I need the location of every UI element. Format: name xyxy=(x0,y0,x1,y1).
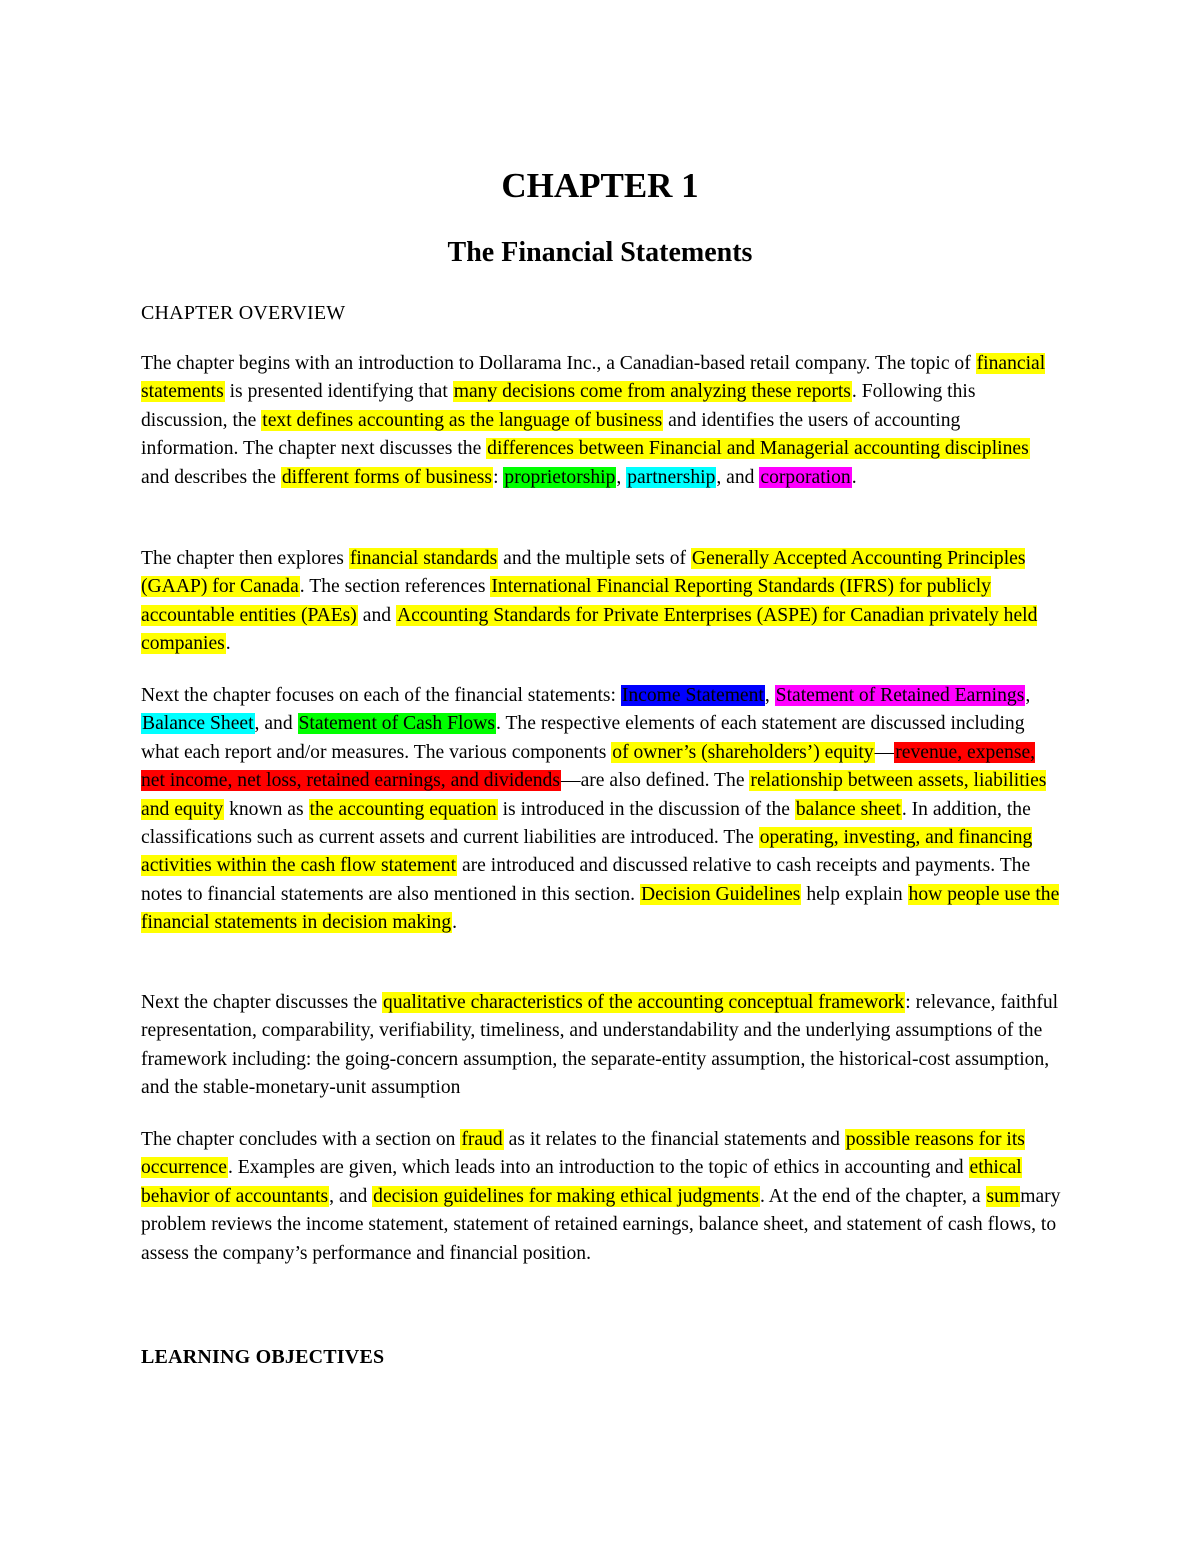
paragraph-text: . xyxy=(851,466,857,488)
chapter-subtitle: The Financial Statements xyxy=(447,237,753,268)
overview-paragraph-5 xyxy=(141,1126,1061,1268)
highlighted-text-yellow: financial standards xyxy=(349,548,498,569)
paragraph-text: , and xyxy=(329,1185,373,1207)
paragraph-text: — xyxy=(874,741,895,763)
paragraph-text: , xyxy=(764,685,775,706)
paragraph-text: . The section references xyxy=(299,576,491,598)
paragraph-text: and identifies the users of accounting information. The chapter next discusses the xyxy=(141,409,961,460)
highlighted-text-yellow: decision guidelines for making ethical judgments xyxy=(373,1185,759,1207)
paragraph-text: Next the chapter discusses the xyxy=(141,992,383,1013)
paragraph-text: . In addition, the classifications such as current assets and current liabilities are introduced. The xyxy=(141,798,1031,849)
highlighted-text-yellow: fraud xyxy=(461,1129,503,1150)
paragraph-text: , xyxy=(1025,685,1031,706)
overview-paragraph-4 xyxy=(141,989,1061,1103)
highlighted-text-green: Statement of Cash Flows xyxy=(298,713,496,735)
highlighted-text-green: proprietorship xyxy=(504,466,616,488)
highlighted-text-yellow: of owner’s (shareholders’) equity xyxy=(612,741,874,763)
paragraph-text: mary problem reviews the income statement, statement of retained earnings, balance sheet, and statement of cash flows, to assess the company’s performance and financial position. xyxy=(141,1185,1061,1264)
paragraph-text: , xyxy=(616,466,627,488)
highlighted-text-yellow: financial statements xyxy=(141,353,1046,403)
highlighted-text-yellow: ethical behavior of accountants xyxy=(141,1157,1022,1207)
overview-paragraph-1 xyxy=(141,350,1061,492)
highlighted-text-yellow: different forms of business xyxy=(281,466,493,488)
paragraph-text: . Following this discussion, the xyxy=(141,381,976,431)
paragraph-text: The chapter then explores xyxy=(141,548,349,569)
paragraph-text: as it relates to the financial statements and xyxy=(503,1129,845,1150)
paragraph-text: . xyxy=(225,633,231,655)
highlighted-text-yellow: Generally Accepted Accounting Principles (GAAP) for Canada xyxy=(141,548,1026,598)
highlighted-text-red: revenue, expense, net income, net loss, retained earnings, and dividends xyxy=(141,741,1036,792)
paragraph-text: , and xyxy=(716,466,760,488)
paragraph-text: and describes the xyxy=(141,466,281,488)
paragraph-text: known as xyxy=(224,798,309,820)
highlighted-text-yellow: how people use the financial statements in decision making xyxy=(141,883,1060,934)
highlighted-text-cyan: Balance Sheet xyxy=(142,713,254,735)
highlighted-text-yellow: the accounting equation xyxy=(309,798,497,820)
paragraph-text: is introduced in the discussion of the xyxy=(497,798,795,820)
highlighted-text-magenta: corporation xyxy=(760,466,851,488)
paragraph-text: : xyxy=(493,466,504,488)
highlighted-text-yellow: Accounting Standards for Private Enterprises (ASPE) for Canadian privately held companies xyxy=(141,604,1038,655)
highlighted-text-blue: Income Statement xyxy=(621,685,764,706)
overview-paragraph-2 xyxy=(141,545,1061,659)
highlighted-text-yellow: possible reasons for its occurrence xyxy=(141,1129,1025,1179)
highlighted-text-yellow: differences between Financial and Managerial accounting disciplines xyxy=(487,438,1029,460)
paragraph-text: , and xyxy=(254,713,298,735)
overview-paragraph-3 xyxy=(141,682,1061,938)
paragraph-text: Next the chapter focuses on each of the financial statements: xyxy=(141,685,621,706)
highlighted-text-yellow: text defines accounting as the language of business xyxy=(262,409,663,431)
paragraph-text: The chapter begins with an introduction to Dollarama Inc., a Canadian-based retail company. The topic of xyxy=(141,353,976,374)
highlighted-text-yellow: operating, investing, and financing activities within the cash flow statement xyxy=(141,827,1033,877)
highlighted-text-yellow: relationship between assets, liabilities and equity xyxy=(141,770,1047,820)
paragraph-text: are introduced and discussed relative to cash receipts and payments. The notes to financial statements are also mentioned in this section. xyxy=(141,855,1031,905)
paragraph-text: . Examples are given, which leads into an introduction to the topic of ethics in accounting and xyxy=(227,1157,969,1179)
highlighted-text-yellow: qualitative characteristics of the accounting conceptual framework xyxy=(383,992,905,1013)
paragraph-text: . At the end of the chapter, a xyxy=(759,1185,986,1207)
paragraph-text: . xyxy=(452,912,458,934)
paragraph-text: help explain xyxy=(801,883,908,905)
chapter-overview-heading: CHAPTER OVERVIEW xyxy=(141,302,346,324)
paragraph-text: The chapter concludes with a section on xyxy=(141,1129,461,1150)
highlighted-text-yellow: International Financial Reporting Standards (IFRS) for publicly accountable entities (PAEs) xyxy=(141,576,991,626)
highlighted-text-yellow: many decisions come from analyzing these reports xyxy=(453,381,851,403)
learning-objectives-heading: LEARNING OBJECTIVES xyxy=(141,1346,385,1368)
highlighted-text-yellow: sum xyxy=(986,1185,1020,1207)
highlighted-text-magenta: Statement of Retained Earnings xyxy=(775,685,1025,706)
highlighted-text-yellow: Decision Guidelines xyxy=(640,883,801,905)
highlighted-text-yellow: balance sheet xyxy=(795,798,901,820)
paragraph-text: : relevance, faithful representation, comparability, verifiability, timeliness, and understandability and the underlying assumptions of the framework including: the going-concern assumption, the separate-entity assumption, the historical-cost assumption, and the stable-monetary-unit assumption xyxy=(141,992,1059,1099)
paragraph-text: and the multiple sets of xyxy=(498,548,691,569)
highlighted-text-cyan: partnership xyxy=(627,466,716,488)
chapter-title: CHAPTER 1 xyxy=(501,166,699,205)
paragraph-text: and xyxy=(357,604,396,626)
paragraph-text: —are also defined. The xyxy=(560,770,750,792)
paragraph-text: . The respective elements of each statement are discussed including what each report and/or measures. The various components xyxy=(141,713,1025,763)
paragraph-text: is presented identifying that xyxy=(224,381,453,403)
